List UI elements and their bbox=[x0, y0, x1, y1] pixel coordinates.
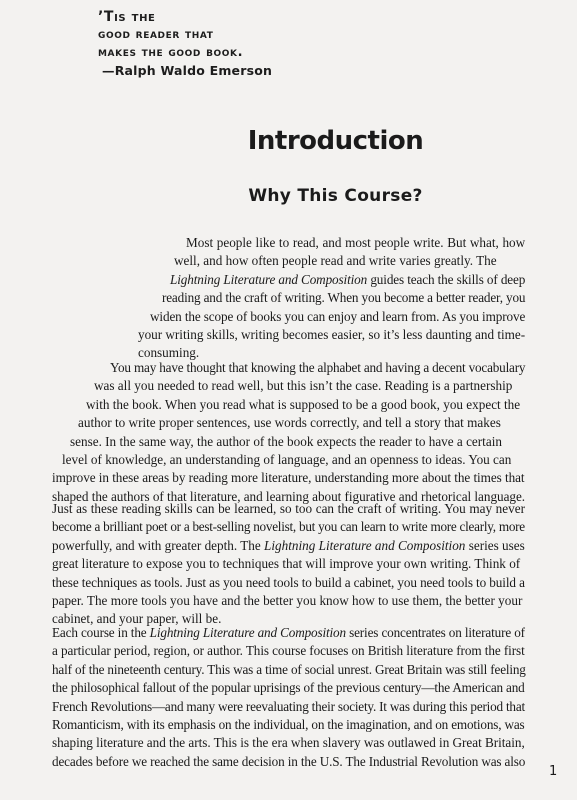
section-heading: Why This Course? bbox=[248, 186, 423, 206]
chapter-title: Introduction bbox=[247, 126, 424, 156]
text-run: paper. The more tools you have and the better you know how to use them, the better your bbox=[52, 593, 523, 609]
text-run: improve in these areas by reading more literature, understanding more about the times that bbox=[52, 470, 525, 486]
text-run: series uses bbox=[465, 537, 525, 553]
text-line bbox=[0, 271, 525, 289]
text-run: great literature to expose you to techniques that will improve your own writing. Think of bbox=[52, 556, 521, 572]
text-line bbox=[0, 734, 526, 752]
text-run: a particular period, region, or author. This course focuses on British literature from the first bbox=[52, 643, 525, 659]
text-run: decades before we reached the same decision in the U.S. The Industrial Revolution was also bbox=[52, 753, 526, 769]
text-line bbox=[0, 414, 525, 432]
paragraph bbox=[0, 500, 525, 629]
text-run: powerfully, and with greater depth. The bbox=[52, 537, 265, 553]
text-line bbox=[0, 500, 525, 518]
series-title: Lightning Literature and Composition bbox=[149, 625, 346, 640]
text-run: French Revolutions—and many were reevaluating their society. It was during this period that bbox=[52, 698, 525, 714]
text-run: Just as these reading skills can be learned, so too can the craft of writing. You may never bbox=[52, 501, 525, 516]
text-line bbox=[0, 555, 525, 573]
text-run: shaped the authors of that literature, and learning about figurative and rhetorical language. bbox=[52, 488, 526, 504]
text-run: the philosophical fallout of the popular uprisings of the previous century—the American and bbox=[52, 680, 525, 696]
text-line bbox=[0, 252, 525, 270]
text-line bbox=[0, 642, 526, 660]
text-run: level of knowledge, an understanding of language, and an openness to ideas. You can bbox=[62, 452, 512, 468]
text-line bbox=[0, 234, 525, 252]
text-run: reading and the craft of writing. When you become a better reader, you bbox=[162, 290, 526, 306]
text-run: guides teach the skills of deep bbox=[367, 271, 526, 287]
text-line bbox=[0, 592, 525, 610]
text-run: Romanticism, with its emphasis on the individual, on the imagination, and on emotions, was bbox=[52, 717, 525, 733]
epigraph-line: ’Tis the bbox=[98, 9, 156, 25]
paragraph bbox=[0, 234, 525, 363]
text-run: cabinet, and your paper, will be. bbox=[52, 611, 222, 627]
text-run: your writing skills, writing becomes easier, so it’s less daunting and time- bbox=[138, 327, 526, 343]
epigraph-line: makes the good book. bbox=[98, 45, 244, 60]
text-run: half of the nineteenth century. This was a time of social unrest. Great Britain was still feeling bbox=[52, 661, 526, 677]
text-line bbox=[0, 469, 525, 487]
text-run: consuming. bbox=[138, 345, 200, 361]
text-run: sense. In the same way, the author of the book expects the reader to have a certain bbox=[70, 433, 502, 449]
text-line bbox=[0, 624, 526, 642]
text-line bbox=[0, 451, 525, 469]
text-run: author to write proper sentences, use words correctly, and tell a story that makes bbox=[78, 415, 501, 431]
text-run: shaping literature and the arts. This is the era when slavery was outlawed in Great Britain, bbox=[52, 735, 525, 751]
text-run: with the book. When you read what is supposed to be a good book, you expect the bbox=[86, 396, 521, 412]
text-line bbox=[0, 289, 525, 307]
epigraph-attribution: —Ralph Waldo Emerson bbox=[102, 63, 273, 78]
text-line bbox=[0, 679, 526, 697]
text-line bbox=[0, 377, 525, 395]
text-line bbox=[0, 753, 526, 771]
series-title: Lightning Literature and Composition bbox=[170, 271, 368, 287]
text-line bbox=[0, 359, 525, 377]
text-line bbox=[0, 537, 525, 555]
text-line bbox=[0, 574, 525, 592]
epigraph-line: good reader that bbox=[98, 27, 214, 42]
text-run: You may have thought that knowing the alphabet and having a decent vocabulary bbox=[110, 360, 526, 375]
text-run: Most people like to read, and most people write. But what, how bbox=[186, 235, 526, 250]
text-line bbox=[0, 716, 526, 734]
text-run: widen the scope of books you can enjoy and learn from. As you improve bbox=[150, 308, 526, 324]
text-line bbox=[0, 661, 526, 679]
text-run: was all you needed to read well, but this isn’t the case. Reading is a partnership bbox=[94, 378, 513, 394]
paragraph bbox=[0, 624, 526, 771]
text-run: series concentrates on literature of bbox=[345, 625, 525, 640]
paragraph bbox=[0, 359, 525, 506]
text-run: become a brilliant poet or a best-selling novelist, but you can learn to write more clearly, more bbox=[52, 519, 525, 535]
text-run: well, and how often people read and write varies greatly. The bbox=[174, 253, 497, 269]
series-title: Lightning Literature and Composition bbox=[264, 537, 466, 553]
text-run: Each course in the bbox=[52, 625, 150, 640]
text-run: these techniques as tools. Just as you need tools to build a cabinet, you need tools to build a bbox=[52, 574, 525, 590]
text-line bbox=[0, 518, 525, 536]
text-line bbox=[0, 396, 525, 414]
text-line bbox=[0, 326, 525, 344]
page-number: 1 bbox=[549, 764, 558, 779]
epigraph bbox=[98, 8, 358, 80]
text-line bbox=[0, 433, 525, 451]
text-line bbox=[0, 308, 525, 326]
text-line bbox=[0, 698, 526, 716]
